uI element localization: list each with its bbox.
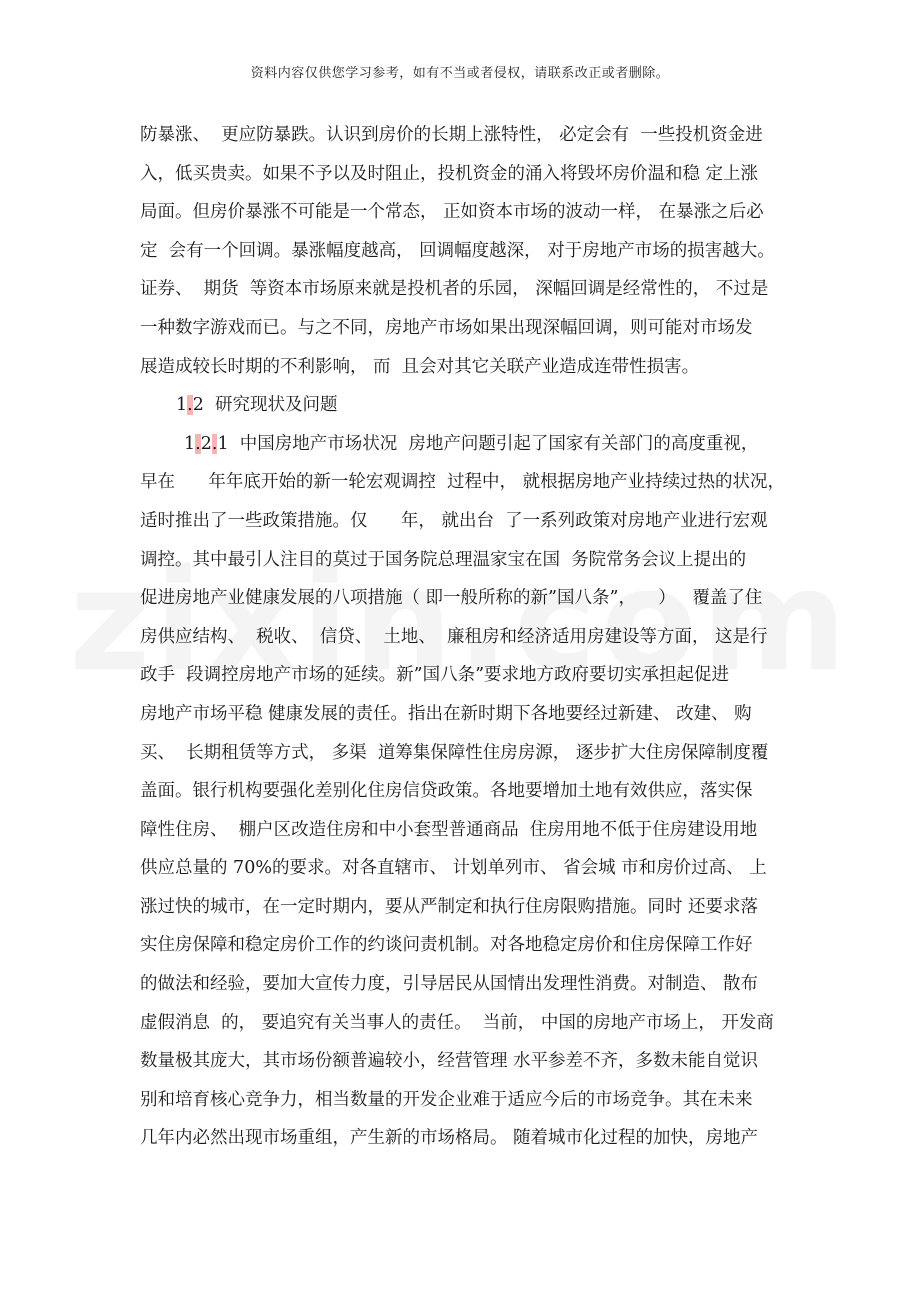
disclaimer-header: 资料内容仅供您学习参考，如有不当或者侵权，请联系改正或者删除。 bbox=[250, 66, 670, 81]
text-line: 涨过快的城市，在一定时期内，要从严制定和执行住房限购措施。同时 还要求落 bbox=[140, 896, 759, 917]
text-line: 的做法和经验，要加大宣传力度，引导居民从国情出发理性消费。对制造、 散布 bbox=[140, 974, 759, 995]
heading-part: 2 bbox=[200, 433, 212, 454]
text-line: 别和培育核心竞争力，相当数量的开发企业难于适应今后的市场竞争。其在未来 bbox=[140, 1089, 753, 1110]
text-line: 防暴涨、 更应防暴跌。认识到房价的长期上涨特性， 必定会有 一些投机资金进 bbox=[140, 125, 763, 145]
text-line: 入，低买贵卖。如果不予以及时阻止，投机资金的涌入将毁坏房价温和稳 定上涨 bbox=[140, 163, 759, 184]
text-line: 障性住房、 棚户区改造住房和中小套型普通商品 住房用地不低于住房建设用地 bbox=[140, 819, 758, 840]
text-line: 房地产市场平稳 健康发展的责任。指出在新时期下各地要经过新建、 改建、 购 bbox=[140, 703, 752, 724]
heading-part: 1 中国房地产市场状况 房地产问题引起了国家有关部门的高度重视， bbox=[217, 433, 759, 454]
text-line: 证券、 期货 等资本市场原来就是投机者的乐园， 深幅回调是经常性的， 不过是 bbox=[140, 279, 769, 300]
heading-part: . bbox=[195, 433, 201, 454]
text-line: 适时推出了一些政策措施。仅 年， 就出台 了一系列政策对房地产业进行宏观 bbox=[140, 510, 768, 531]
text-line: 调控。其中最引人注目的莫过于国务院总理温家宝在国 务院常务会议上提出的 bbox=[140, 549, 747, 570]
body-text bbox=[140, 116, 790, 1158]
text-line: 盖面。银行机构要强化差别化住房信贷政策。各地要增加土地有效供应，落实保 bbox=[140, 781, 753, 802]
text-line: 促进房地产业健康发展的八项措施（ 即一般所称的新”国八条”， ） 覆盖了住 bbox=[140, 588, 763, 609]
text-line: 局面。但房价暴涨不可能是一个常态， 正如资本市场的波动一样， 在暴涨之后必 bbox=[140, 202, 764, 223]
text-line: 定 会有一个回调。暴涨幅度越高， 回调幅度越深， 对于房地产市场的损害越大。 bbox=[140, 240, 775, 261]
text-line: 早在 年年底开始的新一轮宏观调控 过程中， 就根据房地产业持续过热的状况， bbox=[140, 472, 786, 493]
heading-part: 2 研究现状及问题 bbox=[192, 395, 338, 416]
text-line: 展造成较长时期的不利影响， 而 且会对其它关联产业造成连带性损害。 bbox=[140, 356, 700, 377]
text-line: 买、 长期租赁等方式， 多渠 道筹集保障性住房房源， 逐步扩大住房保障制度覆 bbox=[140, 742, 769, 763]
text-line: 实住房保障和稳定房价工作的约谈问责机制。对各地稳定房价和住房保障工作好 bbox=[140, 935, 753, 956]
heading-part: . bbox=[211, 433, 218, 454]
text-line: 虚假消息 的， 要追究有关当事人的责任。 当前， 中国的房地产市场上， 开发商 bbox=[140, 1012, 774, 1033]
section-heading bbox=[140, 386, 790, 425]
text-line: 房供应结构、 税收、 信贷、 土地、 廉租房和经济适用房建设等方面， 这是行 bbox=[140, 626, 768, 647]
heading-part: 1 bbox=[184, 433, 196, 454]
text-line: 几年内必然出现市场重组，产生新的市场格局。 随着城市化过程的加快，房地产 bbox=[140, 1128, 759, 1149]
text-line: 数量极其庞大，其市场份额普遍较小，经营管理 水平参差不齐，多数未能自觉识 bbox=[140, 1051, 759, 1072]
text-line: 一种数字游戏而已。与之不同，房地产市场如果出现深幅回调，则可能对市场发 bbox=[140, 317, 753, 338]
text-line: 政手 段调控房地产市场的延续。新”国八条”要求地方政府要切实承担起促进 bbox=[140, 665, 730, 686]
section-heading bbox=[140, 425, 790, 464]
heading-part: 1 bbox=[176, 395, 188, 416]
text-line: 供应总量的 70%的要求。对各直辖市、 计划单列市、 省会城 市和房价过高、 上 bbox=[140, 858, 767, 879]
heading-part: . bbox=[187, 395, 193, 416]
